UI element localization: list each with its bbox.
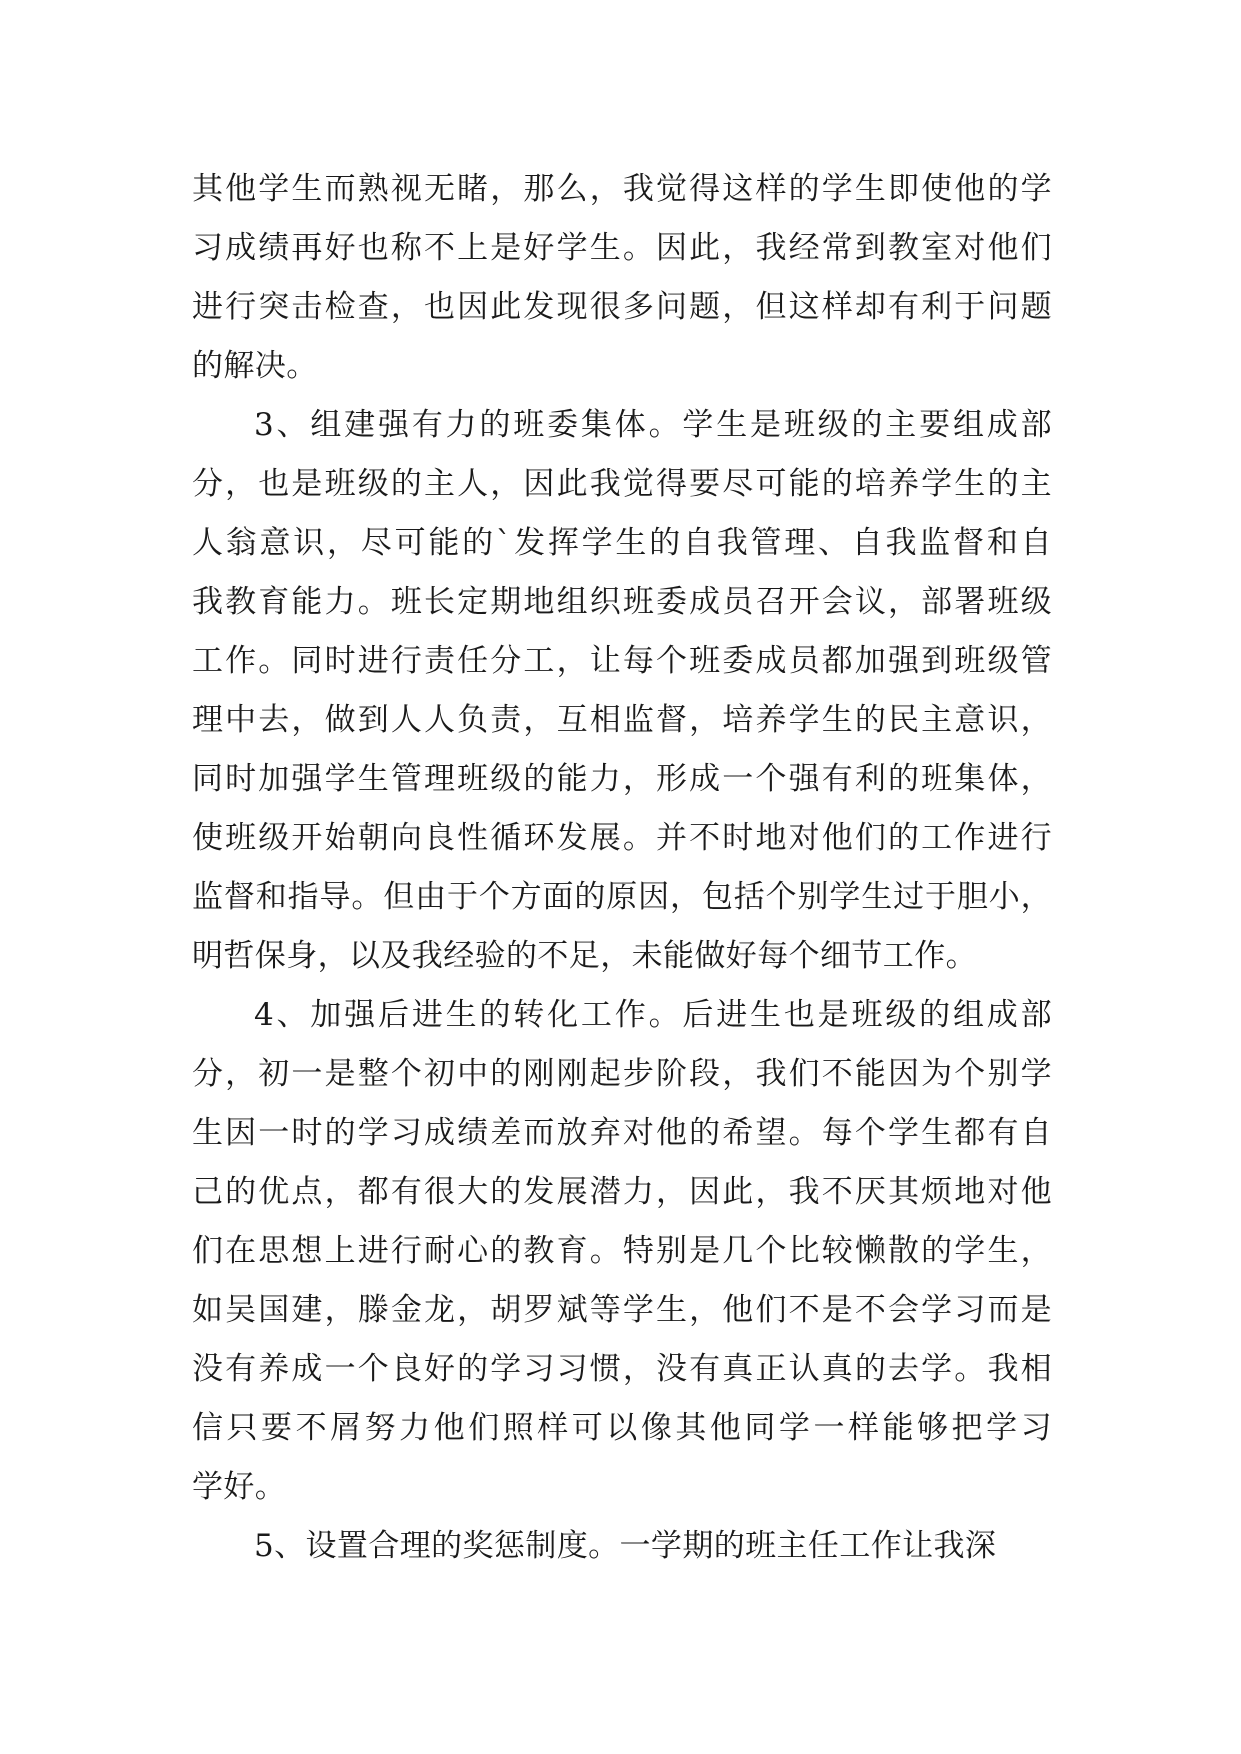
text-line: 分，初一是整个初中的刚刚起步阶段，我们不能因为个别学: [192, 1056, 1052, 1092]
text-line: 生因一时的学习成绩差而放弃对他的希望。每个学生都有自: [192, 1115, 1052, 1151]
text-line: 们在思想上进行耐心的教育。特别是几个比较懒散的学生，: [192, 1233, 1052, 1269]
text-line: 工作。同时进行责任分工，让每个班委成员都加强到班级管: [192, 643, 1052, 679]
text-line: 习成绩再好也称不上是好学生。因此，我经常到教室对他们: [192, 230, 1052, 266]
text-line: 信只要不屑努力他们照样可以像其他同学一样能够把学习: [192, 1410, 1052, 1446]
text-line: 己的优点，都有很大的发展潜力，因此，我不厌其烦地对他: [192, 1174, 1052, 1210]
document-body: [192, 160, 1052, 1576]
text-line: 3、组建强有力的班委集体。学生是班级的主要组成部: [254, 407, 1052, 443]
text-line: 人翁意识，尽可能的`发挥学生的自我管理、自我监督和自: [192, 525, 1052, 561]
text-line: 学好。: [192, 1469, 287, 1505]
text-line: 的解决。: [192, 348, 318, 384]
text-line: 4、加强后进生的转化工作。后进生也是班级的组成部: [254, 997, 1052, 1033]
text-line: 监督和指导。但由于个方面的原因，包括个别学生过于胆小，: [192, 879, 1052, 915]
text-line: 进行突击检查，也因此发现很多问题，但这样却有利于问题: [192, 289, 1052, 325]
text-line: 明哲保身，以及我经验的不足，未能做好每个细节工作。: [192, 938, 977, 974]
text-line: 其他学生而熟视无睹，那么，我觉得这样的学生即使他的学: [192, 171, 1052, 207]
text-line: 分，也是班级的主人，因此我觉得要尽可能的培养学生的主: [192, 466, 1052, 502]
text-line: 同时加强学生管理班级的能力，形成一个强有利的班集体，: [192, 761, 1052, 797]
text-line: 使班级开始朝向良性循环发展。并不时地对他们的工作进行: [192, 820, 1052, 856]
text-line: 5、设置合理的奖惩制度。一学期的班主任工作让我深: [254, 1528, 997, 1564]
text-line: 如吴国建，滕金龙，胡罗斌等学生，他们不是不会学习而是: [192, 1292, 1052, 1328]
text-line: 理中去，做到人人负责，互相监督，培养学生的民主意识，: [192, 702, 1052, 738]
text-line: 没有养成一个良好的学习习惯，没有真正认真的去学。我相: [192, 1351, 1052, 1387]
text-line: 我教育能力。班长定期地组织班委成员召开会议，部署班级: [192, 584, 1052, 620]
